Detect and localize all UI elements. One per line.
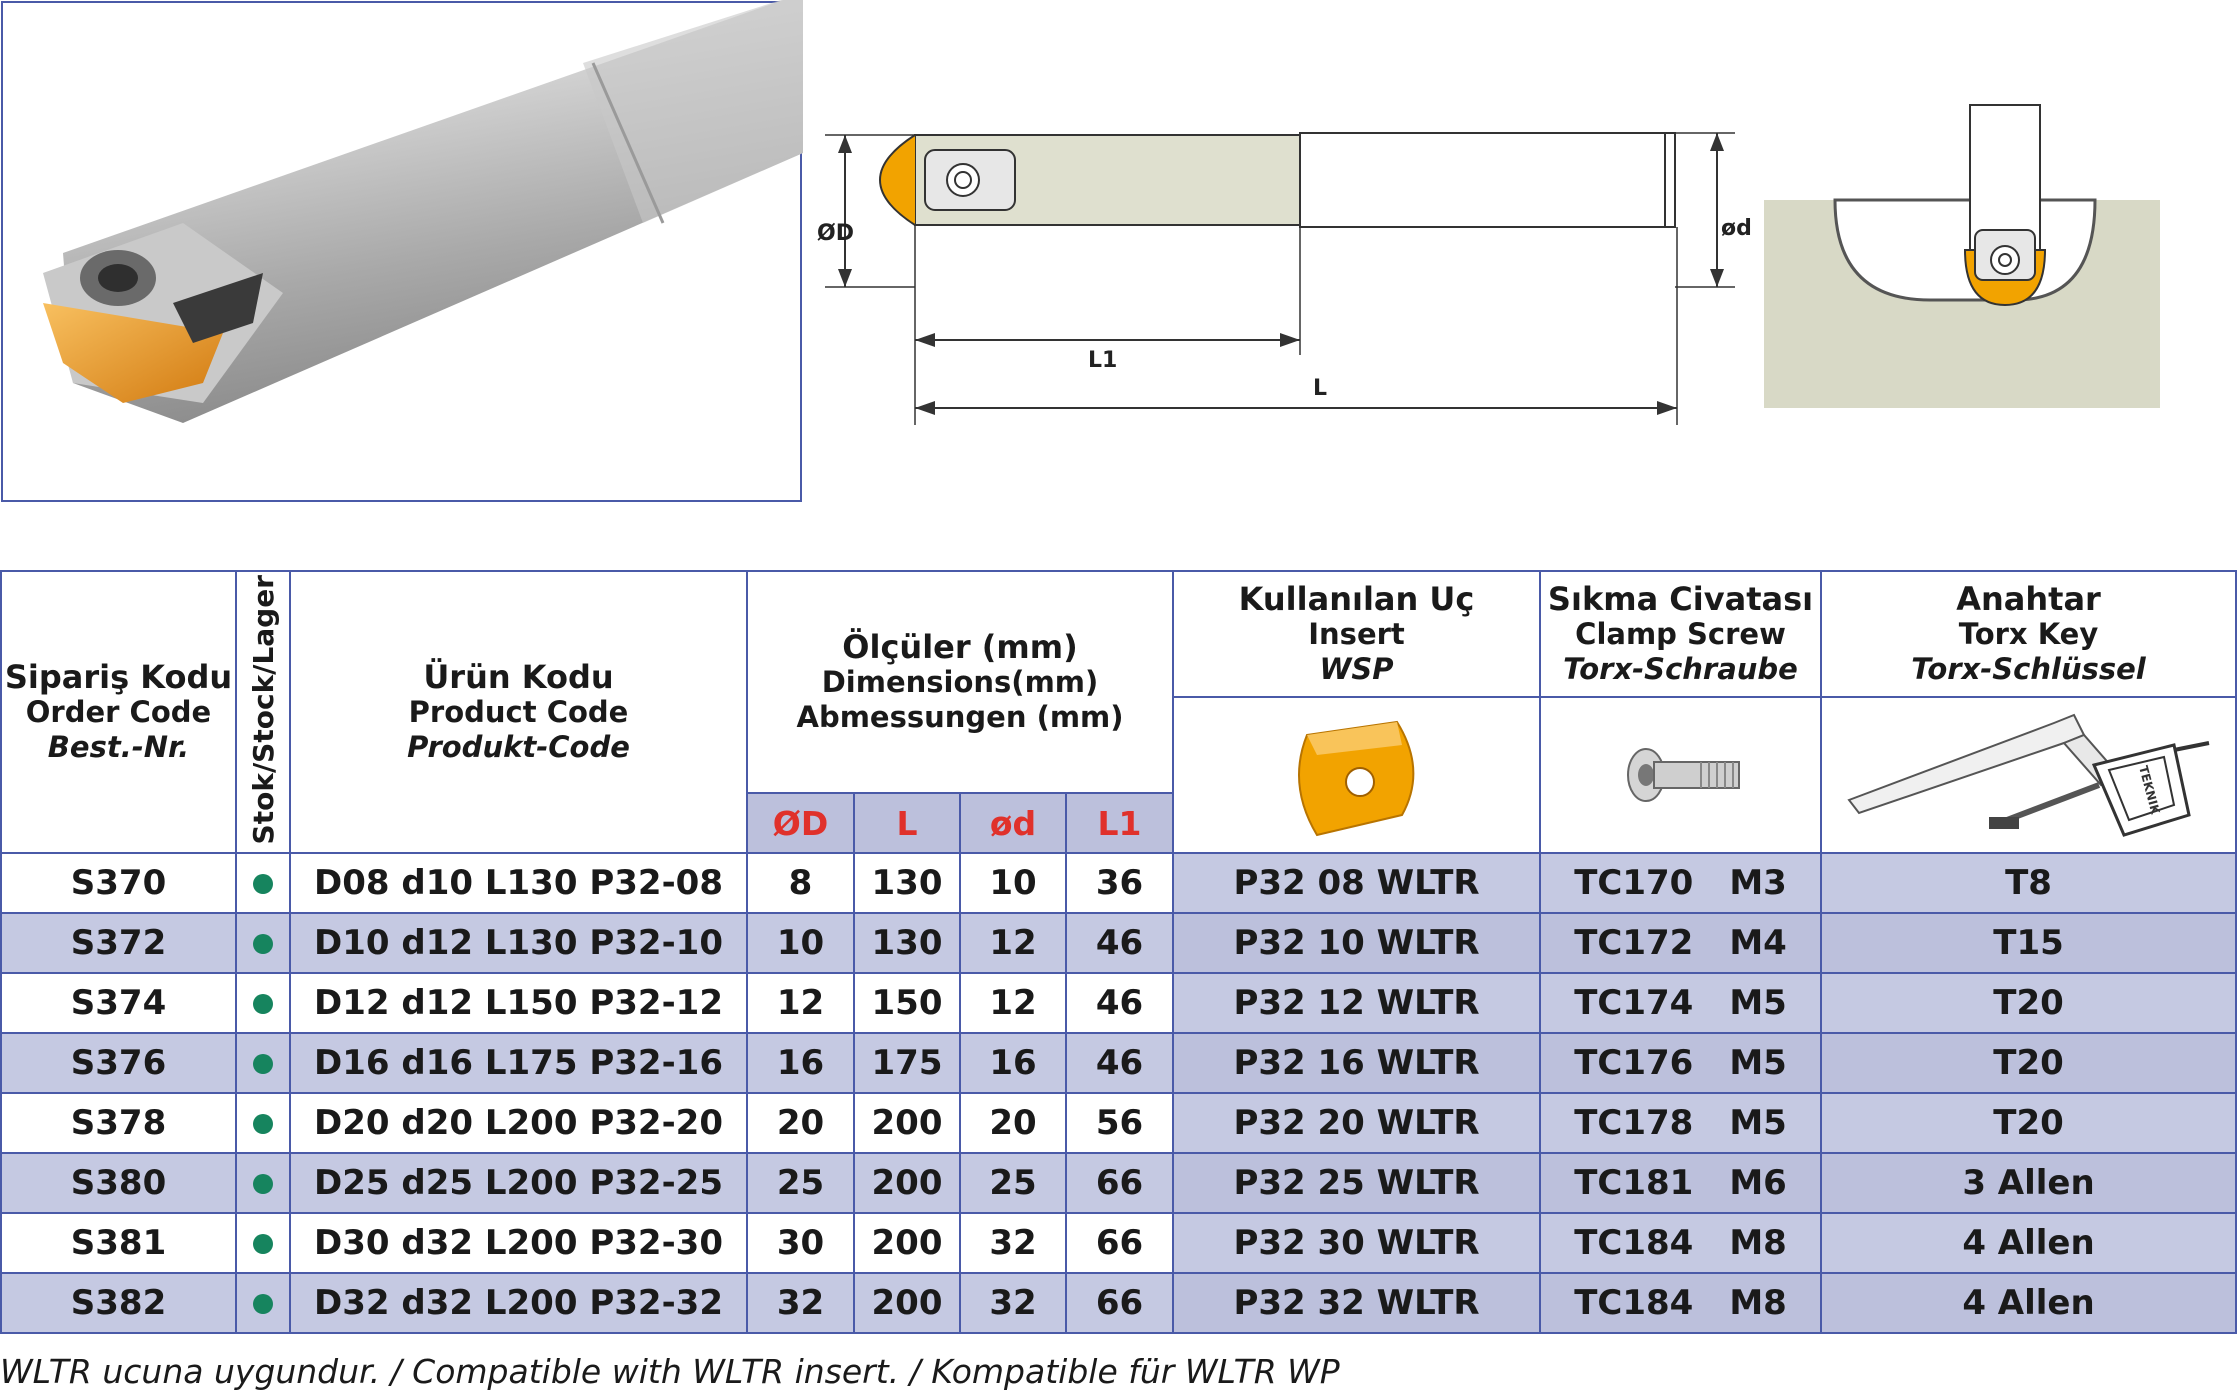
order-code-cell: S378: [1, 1093, 236, 1153]
screw-code: TC176: [1574, 1043, 1694, 1083]
label-L1: L1: [1088, 348, 1118, 373]
spec-table: [0, 570, 2237, 1334]
screw-code: TC184: [1574, 1283, 1694, 1323]
order-code-cell: S382: [1, 1273, 236, 1333]
screw-thread: M5: [1729, 1103, 1787, 1143]
key-cell: 3 Allen: [1821, 1153, 2236, 1213]
dim-col-L1: L1: [1066, 793, 1173, 853]
table-row: [1, 853, 2236, 913]
stock-header-label: Stok/Stock/Lager: [246, 575, 280, 845]
screw-cell: [1540, 1153, 1821, 1213]
key-cell: 4 Allen: [1821, 1273, 2236, 1333]
product-photo: [1, 1, 802, 502]
dim-L-cell: 200: [854, 1213, 960, 1273]
in-stock-dot-icon: [253, 1174, 273, 1194]
stock-dot-cell: [236, 853, 290, 913]
order-code-cell: S374: [1, 973, 236, 1033]
dim-col-d: ød: [960, 793, 1066, 853]
screw-thread: M3: [1729, 863, 1787, 903]
in-stock-dot-icon: [253, 934, 273, 954]
col-torx-key: Anahtar Torx Key Torx-Schlüssel: [1821, 571, 2236, 697]
dim-D-cell: 10: [747, 913, 854, 973]
key-cell: T20: [1821, 973, 2236, 1033]
dim-D-cell: 30: [747, 1213, 854, 1273]
screw-cell: [1540, 1093, 1821, 1153]
in-stock-dot-icon: [253, 994, 273, 1014]
col-dimensions: Ölçüler (mm) Dimensions(mm) Abmessungen (mm): [747, 571, 1173, 793]
screw-cell: [1540, 973, 1821, 1033]
stock-dot-cell: [236, 1093, 290, 1153]
in-stock-dot-icon: [253, 874, 273, 894]
dim-L-cell: 200: [854, 1273, 960, 1333]
machining-section-sketch: [1760, 100, 2170, 420]
dim-d-cell: 10: [960, 853, 1066, 913]
dim-d-cell: 20: [960, 1093, 1066, 1153]
dim-L1-cell: 36: [1066, 853, 1173, 913]
torx-key-icon: [1839, 705, 2219, 845]
table-row: [1, 1213, 2236, 1273]
order-code-cell: S376: [1, 1033, 236, 1093]
table-row: [1, 1273, 2236, 1333]
dim-d-cell: 12: [960, 973, 1066, 1033]
screw-icon: [1606, 730, 1756, 820]
spec-table-body: [1, 853, 2236, 1333]
dim-d-cell: 16: [960, 1033, 1066, 1093]
dim-L-cell: 200: [854, 1093, 960, 1153]
dim-D-cell: 8: [747, 853, 854, 913]
insert-cell: P32 10 WLTR: [1173, 913, 1540, 973]
label-diameter-d: ød: [1721, 216, 1752, 241]
screw-cell: [1540, 1033, 1821, 1093]
label-L: L: [1313, 376, 1328, 401]
col-insert: Kullanılan Uç Insert WSP: [1173, 571, 1540, 697]
order-code-cell: S381: [1, 1213, 236, 1273]
screw-code: TC181: [1574, 1163, 1694, 1203]
dim-L-cell: 130: [854, 913, 960, 973]
col-clamp-screw: Sıkma Civatası Clamp Screw Torx-Schraube: [1540, 571, 1821, 697]
stock-dot-cell: [236, 1153, 290, 1213]
dim-L-cell: 175: [854, 1033, 960, 1093]
insert-cell: P32 08 WLTR: [1173, 853, 1540, 913]
table-row: [1, 1033, 2236, 1093]
screw-code: TC174: [1574, 983, 1694, 1023]
screw-code: TC170: [1574, 863, 1694, 903]
dim-d-cell: 25: [960, 1153, 1066, 1213]
insert-icon: [1282, 710, 1432, 840]
key-cell: T20: [1821, 1093, 2236, 1153]
label-diameter-D: ØD: [817, 221, 854, 246]
dim-L-cell: 200: [854, 1153, 960, 1213]
dim-L1-cell: 66: [1066, 1273, 1173, 1333]
insert-cell: P32 32 WLTR: [1173, 1273, 1540, 1333]
dim-L-cell: 150: [854, 973, 960, 1033]
insert-cell: P32 30 WLTR: [1173, 1213, 1540, 1273]
screw-thread: M5: [1729, 1043, 1787, 1083]
screw-thread: M6: [1729, 1163, 1787, 1203]
stock-dot-cell: [236, 973, 290, 1033]
stock-dot-cell: [236, 913, 290, 973]
in-stock-dot-icon: [253, 1114, 273, 1134]
insert-cell: P32 20 WLTR: [1173, 1093, 1540, 1153]
dim-D-cell: 20: [747, 1093, 854, 1153]
key-cell: T8: [1821, 853, 2236, 913]
dim-L1-cell: 46: [1066, 913, 1173, 973]
screw-cell: [1540, 853, 1821, 913]
product-code-cell: D16 d16 L175 P32-16: [290, 1033, 747, 1093]
key-cell: T20: [1821, 1033, 2236, 1093]
screw-cell: [1540, 1213, 1821, 1273]
key-cell: 4 Allen: [1821, 1213, 2236, 1273]
screw-thread: M8: [1729, 1223, 1787, 1263]
screw-thread: M5: [1729, 983, 1787, 1023]
dim-D-cell: 25: [747, 1153, 854, 1213]
screw-thread: M4: [1729, 923, 1787, 963]
table-row: [1, 973, 2236, 1033]
product-code-cell: D08 d10 L130 P32-08: [290, 853, 747, 913]
col-stock: [236, 571, 290, 853]
dim-L1-cell: 46: [1066, 973, 1173, 1033]
product-code-cell: D10 d12 L130 P32-10: [290, 913, 747, 973]
dim-D-cell: 12: [747, 973, 854, 1033]
order-code-cell: S370: [1, 853, 236, 913]
order-code-cell: S372: [1, 913, 236, 973]
key-cell: T15: [1821, 913, 2236, 973]
key-brand-label: TEKNIK: [2135, 764, 2162, 816]
dim-col-L: L: [854, 793, 960, 853]
insert-image-cell: [1173, 697, 1540, 853]
screw-thread: M8: [1729, 1283, 1787, 1323]
table-row: [1, 1153, 2236, 1213]
key-image-cell: [1821, 697, 2236, 853]
screw-image-cell: [1540, 697, 1821, 853]
screw-code: TC178: [1574, 1103, 1694, 1143]
product-code-cell: D30 d32 L200 P32-30: [290, 1213, 747, 1273]
dim-d-cell: 12: [960, 913, 1066, 973]
product-code-cell: D20 d20 L200 P32-20: [290, 1093, 747, 1153]
dim-L-cell: 130: [854, 853, 960, 913]
insert-cell: P32 12 WLTR: [1173, 973, 1540, 1033]
screw-code: TC172: [1574, 923, 1694, 963]
dim-d-cell: 32: [960, 1273, 1066, 1333]
dim-d-cell: 32: [960, 1213, 1066, 1273]
dim-D-cell: 16: [747, 1033, 854, 1093]
dim-L1-cell: 56: [1066, 1093, 1173, 1153]
product-code-cell: D12 d12 L150 P32-12: [290, 973, 747, 1033]
dimension-drawing: [805, 95, 1752, 440]
in-stock-dot-icon: [253, 1294, 273, 1314]
product-code-cell: D32 d32 L200 P32-32: [290, 1273, 747, 1333]
in-stock-dot-icon: [253, 1054, 273, 1074]
insert-cell: P32 16 WLTR: [1173, 1033, 1540, 1093]
screw-cell: [1540, 1273, 1821, 1333]
stock-dot-cell: [236, 1033, 290, 1093]
stock-dot-cell: [236, 1213, 290, 1273]
product-code-cell: D25 d25 L200 P32-25: [290, 1153, 747, 1213]
screw-cell: [1540, 913, 1821, 973]
dim-L1-cell: 66: [1066, 1213, 1173, 1273]
dim-D-cell: 32: [747, 1273, 854, 1333]
table-row: [1, 1093, 2236, 1153]
screw-code: TC184: [1574, 1223, 1694, 1263]
dim-col-D: ØD: [747, 793, 854, 853]
order-code-cell: S380: [1, 1153, 236, 1213]
dim-L1-cell: 66: [1066, 1153, 1173, 1213]
table-row: [1, 913, 2236, 973]
dim-L1-cell: 46: [1066, 1033, 1173, 1093]
stock-dot-cell: [236, 1273, 290, 1333]
col-product-code: Ürün Kodu Product Code Produkt-Code: [290, 571, 747, 853]
insert-cell: P32 25 WLTR: [1173, 1153, 1540, 1213]
compatibility-footnote: WLTR ucuna uygundur. / Compatible with WLTR insert. / Kompatible für WLTR WP: [0, 1352, 1340, 1391]
in-stock-dot-icon: [253, 1234, 273, 1254]
col-order-code: Sipariş Kodu Order Code Best.-Nr.: [1, 571, 236, 853]
